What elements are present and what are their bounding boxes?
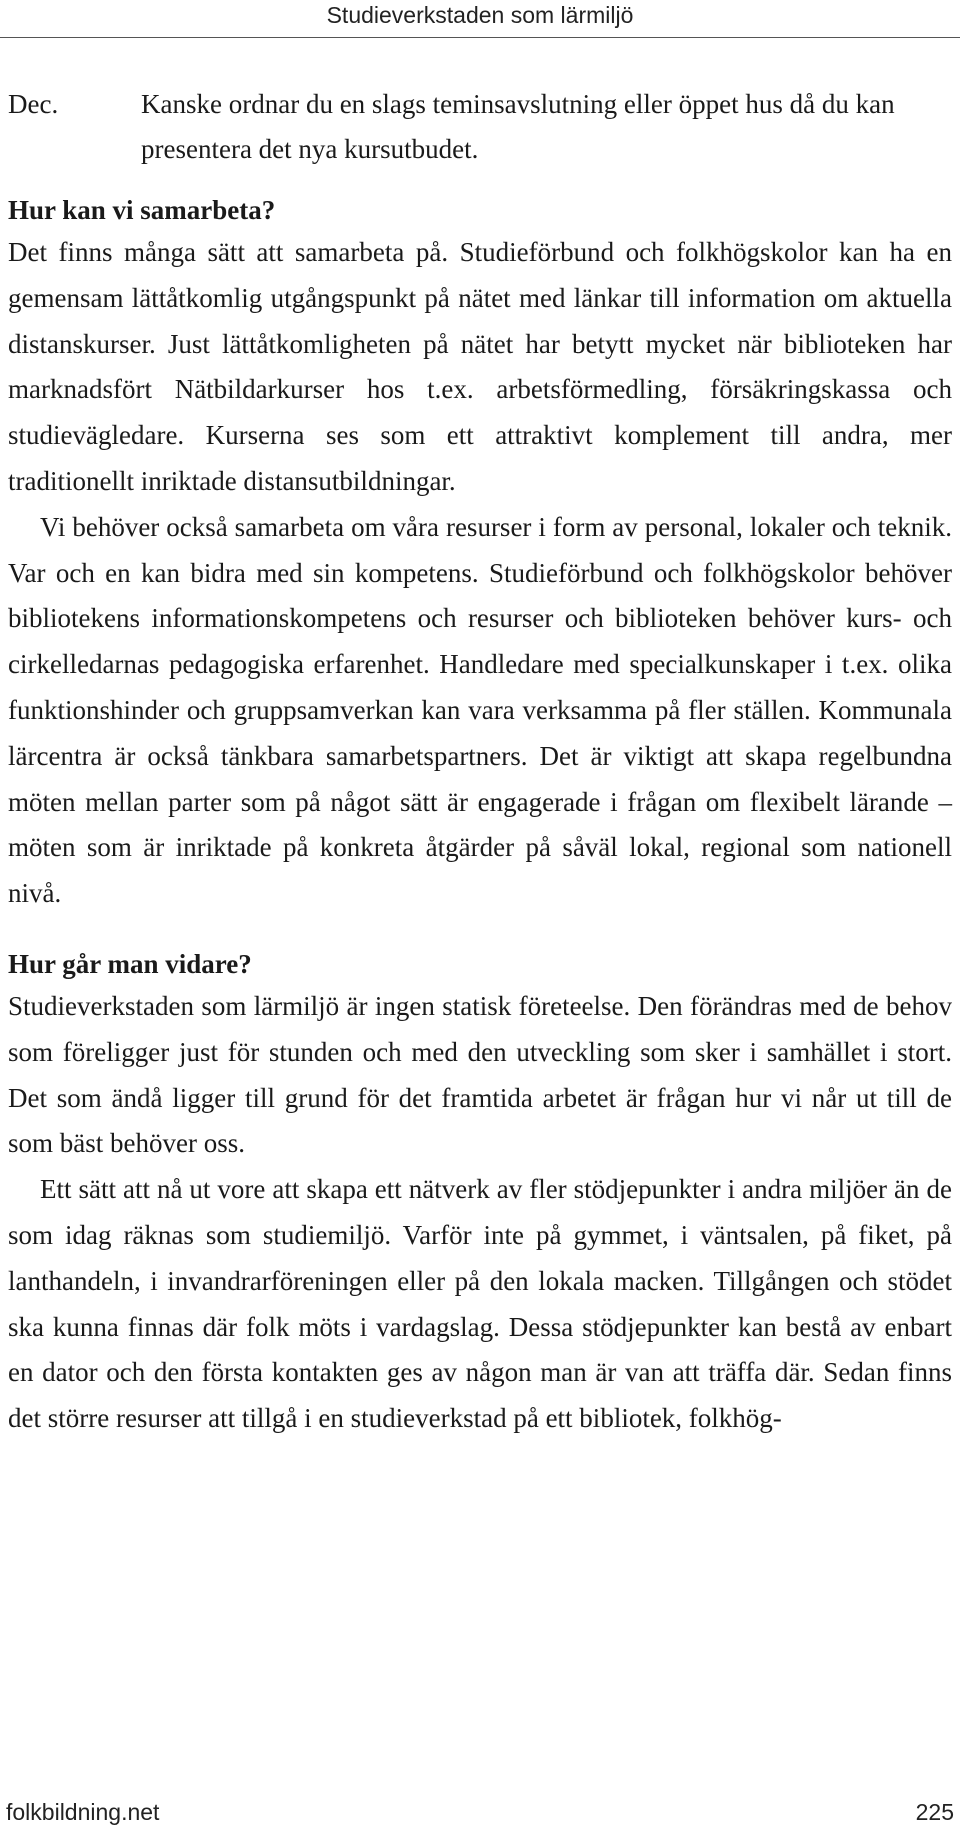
paragraph: Ett sätt att nå ut vore att skapa ett nätverk av fler stödjepunkter i andra miljöer än de som idag räknas som studiemiljö. Varför inte på gymmet, i väntsalen, på fiket, på lanthandeln, i invandrarföreningen eller på den lokala macken. Tillgången och stödet ska kunna finnas där folk möts i vardagslag. Dessa stödjepunkter kan bestå av enbart en dator och den första kontakten ges av någon man är van att träffa där. Sedan finns det större resurser att tillgå i en studieverkstad på ett bibliotek, folkhög- (8, 1174, 952, 1434)
dec-label: Dec. (8, 89, 59, 119)
footer-site: folkbildning.net (6, 1799, 160, 1825)
section-heading: Hur går man vidare? (8, 949, 252, 979)
section-vidare (8, 944, 952, 1442)
section-heading: Hur kan vi samarbeta? (8, 195, 276, 225)
header-rule (0, 37, 960, 38)
paragraph: Det finns många sätt att samarbeta på. Studieförbund och folkhögskolor kan ha en gemensam lättåtkomlig utgångspunkt på nätet med länkar till information om aktuella distanskurser. Just lättåtkomligheten på nätet har betytt mycket när biblioteken har marknadsfört Nätbildarkurser hos t.ex. arbetsförmedling, försäkringskassa och studievägledare. Kurserna ses som ett attraktivt komplement till andra, mer traditionellt inriktade distansutbildningar. (8, 237, 952, 496)
paragraph: Vi behöver också samarbeta om våra resurser i form av personal, lokaler och teknik. Var och en kan bidra med sin kompetens. Studieförbund och folkhögskolor behöver bibliotekens informationskompetens och resurser och biblioteken behöver kurs- och cirkelledarnas pedagogiska erfarenhet. Handledare med specialkunskaper i t.ex. olika funktionshinder och gruppsamverkan kan vara verksamma på fler ställen. Kommunala lärcentra är också tänkbara samarbetspartners. Det är viktigt att skapa regelbundna möten mellan parter som på något sätt är engagerade i frågan om flexibelt lärande – möten som är inriktade på konkreta åtgärder på såväl lokal, regional som nationell nivå. (8, 511, 952, 909)
paragraph: Studieverkstaden som lärmiljö är ingen statisk företeelse. Den förändras med de behov som föreligger just för stunden och med den utveckling som sker i samhället i stort. Det som ändå ligger till grund för det framtida arbetet är frågan hur vi når ut till de som bäst behöver oss. (8, 991, 952, 1159)
running-header: Studieverkstaden som lärmiljö (326, 2, 634, 28)
section-samarbeta (8, 190, 952, 917)
page-number: 225 (915, 1799, 954, 1825)
dec-text: Kanske ordnar du en slags teminsavslutning eller öppet hus då du kan presentera det nya kursutbudet. (141, 89, 895, 164)
